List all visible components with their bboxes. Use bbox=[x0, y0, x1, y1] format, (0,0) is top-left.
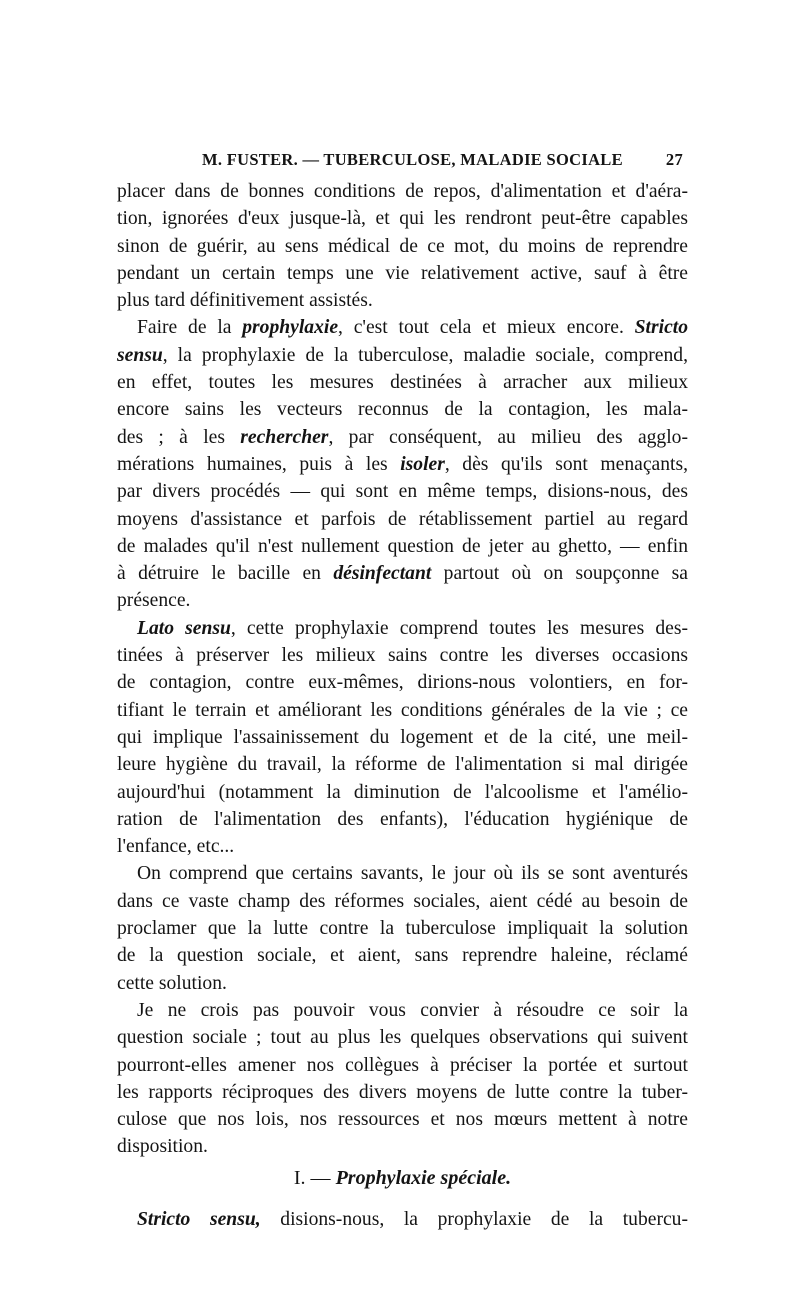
text-line: moyens d'assistance et parfois de rétablissement partiel au regard bbox=[117, 508, 688, 530]
text-line: proclamer que la lutte contre la tuberculose impliquait la solution bbox=[117, 918, 688, 940]
text-line: tifiant le terrain et améliorant les conditions générales de la vie ; ce bbox=[117, 699, 688, 721]
italic-term: Lato sensu bbox=[137, 617, 231, 639]
text-line: tinées à préserver les milieux sains contre les diverses occasions bbox=[117, 645, 688, 667]
text-line: aujourd'hui (notamment la diminution de l'alcoolisme et l'amélio- bbox=[117, 781, 688, 803]
text-line: présence. bbox=[117, 590, 191, 612]
text-line: qui implique l'assainissement du logement et de la cité, une meil- bbox=[117, 726, 688, 748]
text-line-rich: Faire de la prophylaxie, c'est tout cela et mieux encore. Stricto bbox=[137, 317, 689, 339]
italic-term: désinfectant bbox=[333, 563, 432, 585]
paragraph-5 bbox=[117, 997, 688, 1161]
section-heading bbox=[117, 1165, 688, 1192]
section-title: Prophylaxie spéciale. bbox=[335, 1166, 512, 1189]
text-line: On comprend que certains savants, le jour où ils se sont aventurés bbox=[137, 863, 688, 885]
paragraph-6 bbox=[117, 1206, 688, 1233]
text-line: encore sains les vecteurs reconnus de la contagion, les mala- bbox=[117, 399, 688, 421]
text-line: placer dans de bonnes conditions de repos, d'alimentation et d'aéra- bbox=[117, 181, 688, 202]
italic-term: prophylaxie bbox=[242, 317, 339, 339]
paragraph-1 bbox=[117, 178, 688, 314]
italic-term: isoler bbox=[400, 453, 445, 475]
text-line: disposition. bbox=[117, 1136, 208, 1158]
running-head-title: M. FUSTER. — TUBERCULOSE, MALADIE SOCIALE bbox=[202, 150, 623, 169]
paragraph-2 bbox=[117, 314, 688, 614]
text-line-rich: des ; à les rechercher, par conséquent, au milieu des agglo- bbox=[117, 426, 688, 448]
italic-term: sensu bbox=[117, 344, 163, 366]
text-line: de malades qu'il n'est nullement question de jeter au ghetto, — enfin bbox=[117, 535, 688, 557]
text-line-rich: Lato sensu, cette prophylaxie comprend toutes les mesures des- bbox=[137, 617, 688, 639]
section-number: I. — bbox=[293, 1166, 331, 1189]
text-line: Je ne crois pas pouvoir vous convier à résoudre ce soir la bbox=[137, 999, 688, 1021]
text-line-rich: sensu, la prophylaxie de la tuberculose, maladie sociale, comprend, bbox=[117, 344, 688, 366]
page-number: 27 bbox=[665, 150, 683, 169]
text-line: question sociale ; tout au plus les quelques observations qui suivent bbox=[117, 1027, 688, 1049]
paragraph-3 bbox=[117, 615, 688, 861]
text-line: sinon de guérir, au sens médical de ce mot, du moins de reprendre bbox=[117, 235, 688, 257]
text-line: ration de l'alimentation des enfants), l'éducation hygiénique de bbox=[117, 808, 688, 830]
text-line-rich: à détruire le bacille en désinfectant partout où on soupçonne sa bbox=[117, 563, 688, 585]
text-line-rich: mérations humaines, puis à les isoler, dès qu'ils sont menaçants, bbox=[117, 453, 689, 475]
italic-term: Stricto bbox=[634, 317, 689, 339]
text-line: dans ce vaste champ des réformes sociales, aient cédé au besoin de bbox=[117, 890, 688, 912]
text-line: plus tard définitivement assistés. bbox=[117, 290, 373, 312]
paragraph-4 bbox=[117, 860, 688, 996]
text-line: pourront-elles amener nos collègues à préciser la portée et surtout bbox=[117, 1054, 688, 1076]
text-line: tion, ignorées d'eux jusque-là, et qui les rendront peut-être capables bbox=[117, 208, 688, 230]
text-line: l'enfance, etc... bbox=[117, 836, 235, 858]
final-line-text: disions-nous, la prophylaxie de la tubercu- bbox=[280, 1208, 689, 1230]
text-line: leure hygiène du travail, la réforme de l'alimentation si mal dirigée bbox=[117, 754, 688, 776]
text-line: de contagion, contre eux-mêmes, dirions-nous volontiers, en for- bbox=[117, 672, 688, 694]
running-head bbox=[117, 140, 688, 169]
text-line: culose que nos lois, nos ressources et nos mœurs mettent à notre bbox=[117, 1109, 688, 1131]
text-line-rich bbox=[117, 1206, 688, 1233]
text-line: pendant un certain temps une vie relativement active, sauf à être bbox=[117, 262, 688, 284]
body-text bbox=[117, 178, 688, 1233]
text-line: en effet, toutes les mesures destinées à arracher aux milieux bbox=[117, 372, 688, 394]
text-line: les rapports réciproques des divers moyens de lutte contre la tuber- bbox=[117, 1081, 688, 1103]
text-line: cette solution. bbox=[117, 972, 227, 994]
italic-term: rechercher bbox=[240, 426, 329, 448]
italic-term: Stricto sensu, bbox=[137, 1208, 261, 1230]
text-line: par divers procédés — qui sont en même temps, disions-nous, des bbox=[117, 481, 688, 503]
text-line: de la question sociale, et aient, sans reprendre haleine, réclamé bbox=[117, 945, 688, 967]
book-page bbox=[117, 140, 688, 1233]
